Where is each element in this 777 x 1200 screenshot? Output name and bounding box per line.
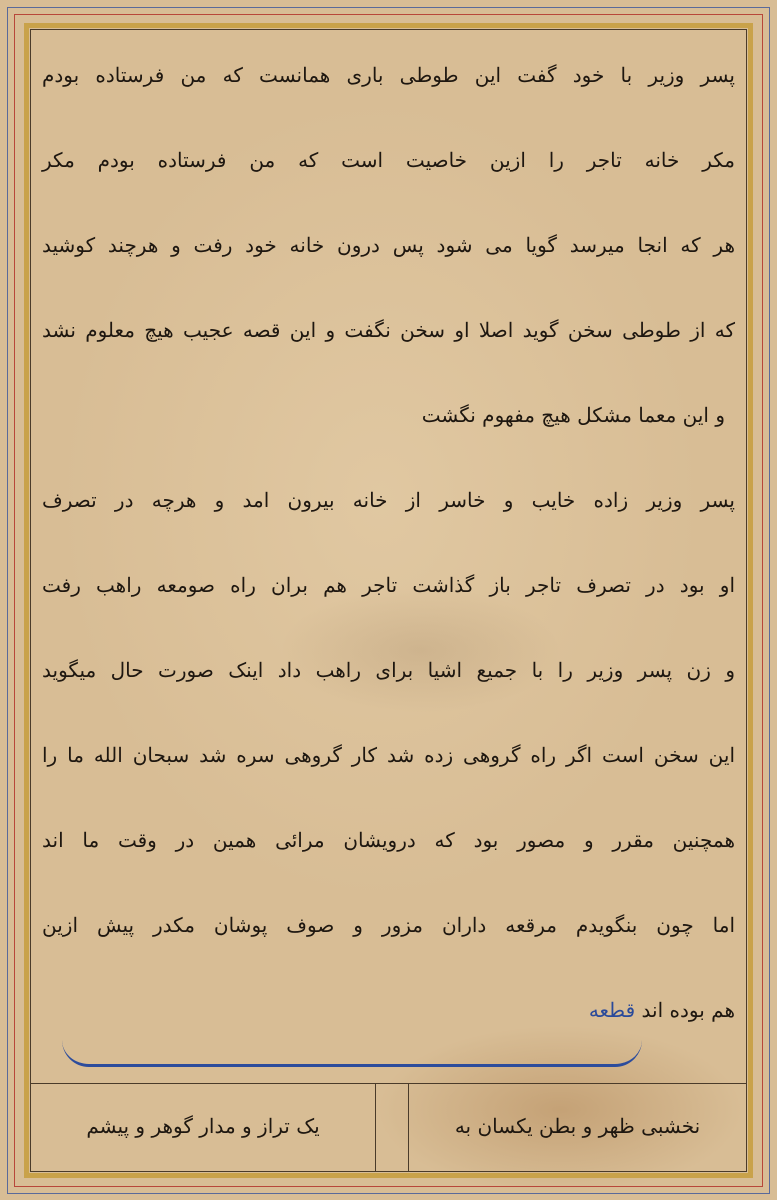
text-line: مکر خانه تاجر را ازین خاصیت است که من فرستاده بودم مکر [42, 148, 735, 172]
last-line-text: هم بوده اند [641, 998, 735, 1022]
text-line: این سخن است اگر راه گروهی زده شد کار گروهی سره شد سبحان الله ما را [42, 743, 735, 767]
verse-panel [31, 1083, 746, 1172]
column-divider [375, 1084, 376, 1172]
text-line: که از طوطی سخن گوید اصلا او سخن نگفت و این قصه عجیب هیچ معلوم نشد [42, 318, 735, 342]
text-line: او بود در تصرف تاجر باز گذاشت تاجر هم بران راه صومعه راهب رفت [42, 573, 735, 597]
text-block [42, 40, 735, 1060]
text-line: و زن پسر وزیر را با جمیع اشیا برای راهب داد اینک صورت حال میگوید [42, 658, 735, 682]
text-line: اما چون بنگویدم مرقعه داران مزور و صوف پوشان مکدر پیش ازین [42, 913, 736, 937]
text-line: و این معما مشکل هیچ مفهوم نگشت [421, 403, 725, 427]
text-line: پسر وزیر زاده خایب و خاسر از خانه بیرون امد و هرچه در تصرف [42, 488, 735, 512]
text-line: هر که انجا میرسد گویا می شود پس درون خانه خود رفت و هرچند کوشید [42, 233, 735, 257]
verse-right: نخشبی ظهر و بطن یکسان به [454, 1114, 701, 1138]
qita-heading: قطعه [588, 998, 636, 1022]
text-line: پسر وزیر با خود گفت این طوطی باری همانست که من فرستاده بودم [42, 63, 735, 87]
text-line: همچنین مقرر و مصور بود که درویشان مرائی همین در وقت ما اند [42, 828, 735, 852]
verse-left: یک تراز و مدار گوهر و پیشم [86, 1114, 320, 1138]
column-divider [408, 1084, 409, 1172]
blue-heading-swash [62, 1040, 642, 1067]
